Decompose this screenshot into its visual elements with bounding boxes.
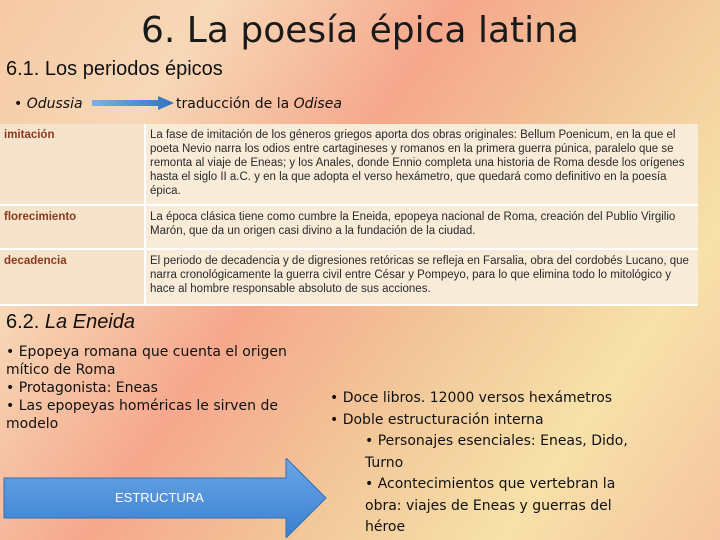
periods-table [0, 124, 698, 306]
period-stage: imitación [0, 124, 145, 205]
list-item: • Las epopeyas homéricas le sirven de modelo [6, 398, 278, 432]
right-arrow-icon [92, 96, 174, 110]
period-stage: florecimiento [0, 205, 145, 249]
translation-prefix: traducción de la [176, 96, 294, 112]
table-row [0, 124, 698, 205]
odussia-label: • Odussia [14, 96, 83, 112]
eneida-left-list [6, 343, 306, 433]
list-item: • Doble estructuración interna [330, 411, 544, 428]
section-heading-eneida [6, 311, 135, 334]
table-row [0, 249, 698, 305]
list-item: • Protagonista: Eneas [6, 380, 158, 396]
eneida-right-list [330, 388, 650, 539]
slide-title: 6. La poesía épica latina [141, 10, 579, 51]
list-subitem: • Acontecimientos que vertebran la obra: viajes de Eneas y guerras del héroe [365, 476, 616, 535]
period-description: La época clásica tiene como cumbre la Eneida, epopeya nacional de Roma, creación del Publio Virgilio Marón, que da un origen casi divino a la fundación de la ciudad. [145, 205, 698, 249]
heading-work: La Eneida [44, 311, 135, 333]
table-row [0, 205, 698, 249]
section-heading-periods: 6.1. Los periodos épicos [6, 58, 223, 80]
translation-work: Odisea [293, 96, 342, 112]
translation-text [176, 96, 342, 112]
period-stage: decadencia [0, 249, 145, 305]
list-item: • Epopeya romana que cuenta el origen mítico de Roma [6, 344, 287, 378]
structure-label: ESTRUCTURA [115, 490, 204, 505]
list-item: • Doce libros. 12000 versos hexámetros [330, 390, 613, 406]
list-subitem: • Personajes esenciales: Eneas, Dido, Turno [365, 433, 628, 471]
heading-prefix: 6.2. [6, 311, 45, 333]
period-description: La fase de imitación de los géneros griegos aporta dos obras originales: Bellum Poenicum, en la que el poeta Nevio narra los odios entre cartagineses y romanos en la primera guerra púnica, paralelo que se remonta al viaje de Eneas; y los Anales, donde Ennio completa una historia de Roma desde los orígenes hasta el siglo II a.C. y en la que adopta el verso hexámetro, que quedará como definitivo en la poesía épica. [145, 124, 698, 205]
period-description: El periodo de decadencia y de digresiones retóricas se refleja en Farsalia, obra del cordobés Lucano, que narra cronológicamente la guerra civil entre César y Pompeyo, para lo que elimina todo lo mitológico y hace al hombre responsable absoluto de sus acciones. [145, 249, 698, 305]
